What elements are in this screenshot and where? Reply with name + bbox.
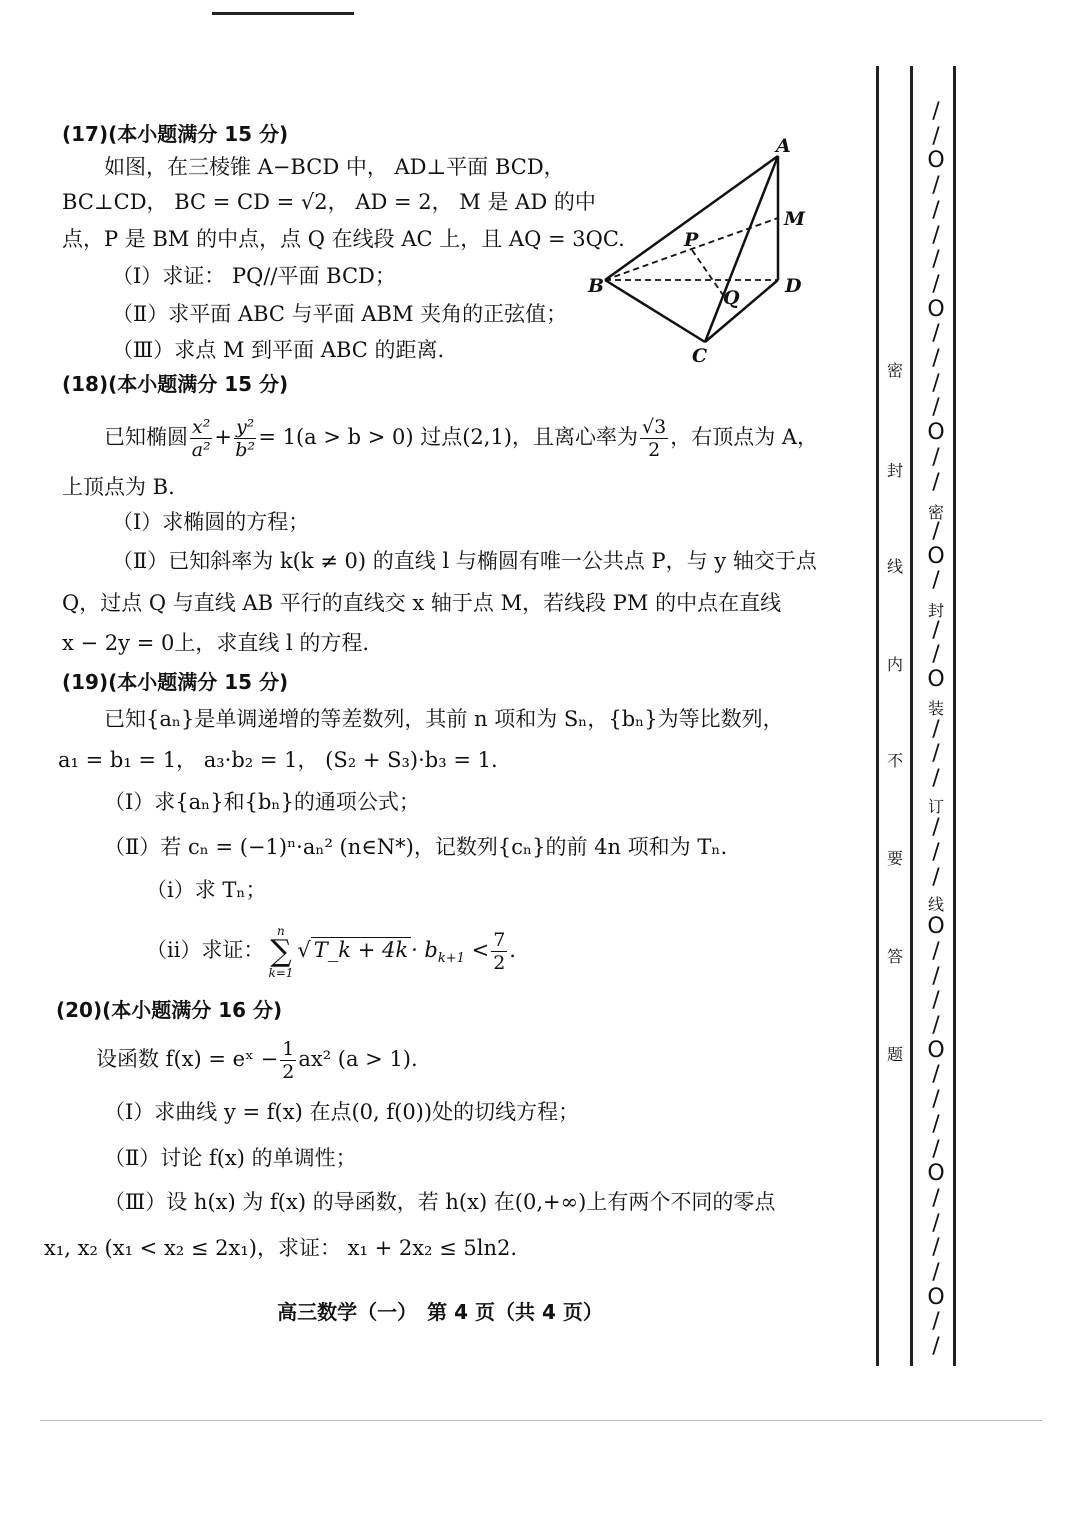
binding-char: 答 <box>886 947 903 966</box>
frac-two-c: 2 <box>282 1061 295 1083</box>
binding-slash-mark: / <box>932 197 940 223</box>
binding-marks <box>918 100 954 1360</box>
q18-line1: 已知椭圆 $\frac{\text{x²}}{\text{a²}}$ + $\frac{\text{y²}}{\text{b²}}$ = 1(a > b > 0) 过点(2,1)，且离心率为 $\frac{√3}{2}$ ，右顶点为 A， <box>104 416 819 461</box>
q18-part2: （Ⅱ）已知斜率为 k(k ≠ 0) 的直线 l 与椭圆有唯一公共点 P，与 y 轴交于点 <box>112 549 817 573</box>
binding-circle-mark: O <box>927 420 945 446</box>
q18-eqrest: = 1(a > b > 0) 过点(2,1)，且离心率为 <box>258 425 639 449</box>
q18-header: (18)(本小题满分 15 分) <box>62 372 289 396</box>
sum-symbol <box>268 925 293 979</box>
binding-slash-mark: / <box>932 1185 940 1211</box>
q19-part2-ii: （ⅱ）求证： n ∑ k=1 √ T_k + $4k \cdot b_{k+1}$ < $\frac{7}{2}$ . <box>146 923 516 980</box>
q20-part2: （Ⅱ）讨论 f(x) 的单调性； <box>104 1146 357 1170</box>
q20-part1: （Ⅰ）求曲线 y = f(x) 在点(0, f(0))处的切线方程； <box>104 1100 580 1124</box>
frac-a2: a² <box>191 439 211 461</box>
q20-part3: （Ⅲ）设 h(x) 为 f(x) 的导函数，若 h(x) 在(0,+∞)上有两个不同的零点 <box>104 1190 776 1214</box>
frac-one: 1 <box>282 1038 295 1060</box>
label-m: M <box>784 208 806 230</box>
binding-slash-mark: / <box>932 963 940 989</box>
binding-slash-mark: / <box>932 1210 940 1236</box>
frac-b2: b² <box>235 439 256 461</box>
binding-slash-mark: / <box>932 123 940 149</box>
q18-pre: 已知椭圆 <box>104 425 188 449</box>
binding-slash-mark: / <box>932 864 940 890</box>
sum-sym: ∑ <box>270 933 292 969</box>
binding-slash-mark: / <box>932 173 940 199</box>
sum-top: n <box>277 923 285 938</box>
q18-post: ，右顶点为 A， <box>670 425 819 449</box>
binding-slash-mark: / <box>932 815 940 841</box>
q17-part3: （Ⅲ）求点 M 到平面 ABC 的距离. <box>112 338 445 362</box>
binding-slash-mark: / <box>932 1013 940 1039</box>
binding-char: 密 <box>886 361 903 380</box>
binding-char: 封 <box>886 461 903 480</box>
q17-part2: （Ⅱ）求平面 ABC 与平面 ABM 夹角的正弦值； <box>112 302 568 326</box>
binding-slash-mark: / <box>932 1334 940 1360</box>
page-footer: 高三数学（一） 第 4 页（共 4 页） <box>277 1300 603 1324</box>
label-b: B <box>588 275 605 297</box>
binding-slash-mark: / <box>932 1111 940 1137</box>
binding-slash-mark: / <box>932 346 940 372</box>
frac-seven: 7 <box>493 929 506 951</box>
edge-ab <box>605 156 778 280</box>
q20-pre: 设函数 f(x) = eˣ − <box>96 1047 279 1071</box>
q17-line1: 如图，在三棱锥 A−BCD 中， AD⊥平面 BCD， <box>104 155 565 179</box>
q17-line2: BC⊥CD， BC = CD = √2， AD = 2， M 是 AD 的中 <box>62 190 596 214</box>
sum-bottom: k=1 <box>268 965 294 980</box>
binding-circle-mark: O <box>927 1161 945 1187</box>
binding-slash-mark: / <box>932 444 940 470</box>
label-a: A <box>776 135 791 157</box>
label-c: C <box>692 345 708 367</box>
q19-header: (19)(本小题满分 15 分) <box>62 670 289 694</box>
binding-slash-mark: / <box>932 271 940 297</box>
frac-seven-two <box>491 929 507 974</box>
binding-char: 线 <box>886 557 903 576</box>
binding-char: 要 <box>886 849 903 868</box>
q20-post: ax² (a > 1). <box>298 1047 418 1071</box>
binding-char-right: 密 <box>927 503 944 522</box>
frac-y2: y² <box>235 416 255 438</box>
binding-slash-mark: / <box>932 988 940 1014</box>
sum-lt: < <box>471 938 490 962</box>
edge-bc <box>605 280 705 342</box>
q19-line2: a₁ = b₁ = 1， a₃·b₂ = 1， (S₂ + S₃)·b₃ = 1. <box>58 748 498 772</box>
binding-slash-mark: / <box>932 765 940 791</box>
label-p: P <box>684 229 699 251</box>
binding-slash-mark: / <box>932 716 940 742</box>
binding-slash-mark: / <box>932 642 940 668</box>
binding-circle-mark: O <box>927 543 945 569</box>
binding-slash-mark: / <box>932 741 940 767</box>
binding-line-1 <box>876 66 879 1366</box>
q18-part1: （Ⅰ）求椭圆的方程； <box>112 510 310 534</box>
binding-circle-mark: O <box>927 667 945 693</box>
binding-slash-mark: / <box>932 617 940 643</box>
binding-slash-mark: / <box>932 321 940 347</box>
frac-ecc <box>640 416 668 461</box>
binding-char: 不 <box>886 751 903 770</box>
q18-line2: 上顶点为 B. <box>62 475 175 499</box>
binding-char: 题 <box>886 1045 903 1064</box>
frac-two-b: 2 <box>493 952 506 974</box>
binding-slash-mark: / <box>932 840 940 866</box>
binding-slash-mark: / <box>932 1087 940 1113</box>
tetrahedron-figure <box>580 130 820 370</box>
sum-dot: . <box>509 938 516 962</box>
q20-part3-cont: x₁, x₂ (x₁ < x₂ ≤ 2x₁)，求证： x₁ + 2x₂ ≤ 5ln2. <box>44 1236 518 1260</box>
sum-bterm: · b <box>411 938 438 962</box>
q17-line3: 点，P 是 BM 的中点，点 Q 在线段 AC 上，且 AQ = 3QC. <box>62 227 625 251</box>
frac-y2-b2 <box>234 416 256 461</box>
q19-part2-i: （ⅰ）求 Tₙ； <box>146 878 267 902</box>
q17-header: (17)(本小题满分 15 分) <box>62 122 289 146</box>
binding-line-2 <box>910 66 913 1366</box>
q19-part1: （Ⅰ）求{aₙ}和{bₙ}的通项公式； <box>104 790 420 814</box>
frac-two: 2 <box>648 439 661 461</box>
binding-slash-mark: / <box>932 518 940 544</box>
segment-pq-dashed <box>692 250 723 295</box>
binding-circle-mark: O <box>927 1284 945 1310</box>
q20-line1 <box>96 1034 418 1084</box>
q19-line1: 已知{aₙ}是单调递增的等差数列，其前 n 项和为 Sₙ，{bₙ}为等比数列， <box>104 707 784 731</box>
q18-part2-cont: Q，过点 Q 与直线 AB 平行的直线交 x 轴于点 M，若线段 PM 的中点在直线 <box>62 591 782 615</box>
binding-char: 内 <box>886 655 903 674</box>
label-d: D <box>785 275 802 297</box>
binding-slash-mark: / <box>932 99 940 124</box>
binding-slash-mark: / <box>932 370 940 396</box>
binding-slash-mark: / <box>932 1309 940 1335</box>
binding-slash-mark: / <box>932 247 940 273</box>
binding-slash-mark: / <box>932 568 940 594</box>
q20-header: (20)(本小题满分 16 分) <box>56 998 283 1022</box>
binding-circle-mark: O <box>927 148 945 174</box>
binding-slash-mark: / <box>932 395 940 421</box>
binding-slash-mark: / <box>932 938 940 964</box>
frac-x2-a2 <box>190 416 212 461</box>
q17-part1: （Ⅰ）求证： PQ//平面 BCD； <box>112 264 396 288</box>
frac-half <box>280 1038 296 1083</box>
binding-char-right: 订 <box>927 797 944 816</box>
binding-circle-mark: O <box>927 1037 945 1063</box>
binding-slash-mark: / <box>932 469 940 495</box>
q18-part2-cont2: x − 2y = 0上，求直线 l 的方程. <box>62 631 370 655</box>
top-mark <box>212 12 354 15</box>
frac-x2: x² <box>192 416 211 438</box>
binding-char-right: 封 <box>927 601 944 620</box>
binding-slash-mark: / <box>932 1136 940 1162</box>
binding-slash-mark: / <box>932 1062 940 1088</box>
q19-ii-pre: （ⅱ）求证： <box>146 938 265 962</box>
binding-slash-mark: / <box>932 1235 940 1261</box>
binding-slash-mark: / <box>932 1260 940 1286</box>
frac-sqrt3: √3 <box>642 416 667 438</box>
binding-circle-mark: O <box>927 914 945 940</box>
bottom-rule <box>40 1420 1042 1421</box>
binding-slash-mark: / <box>932 222 940 248</box>
sum-bsub: k+1 <box>437 951 465 967</box>
sum-radicand: T_k + 4k <box>311 937 411 962</box>
q19-part2: （Ⅱ）若 cₙ = (−1)ⁿ·aₙ² (n∈N*)，记数列{cₙ}的前 4n 项和为 Tₙ. <box>104 835 728 859</box>
binding-char-right: 线 <box>927 895 944 914</box>
label-q: Q <box>723 287 740 309</box>
binding-circle-mark: O <box>927 296 945 322</box>
binding-char-right: 装 <box>927 699 944 718</box>
edge-ac <box>705 156 778 342</box>
